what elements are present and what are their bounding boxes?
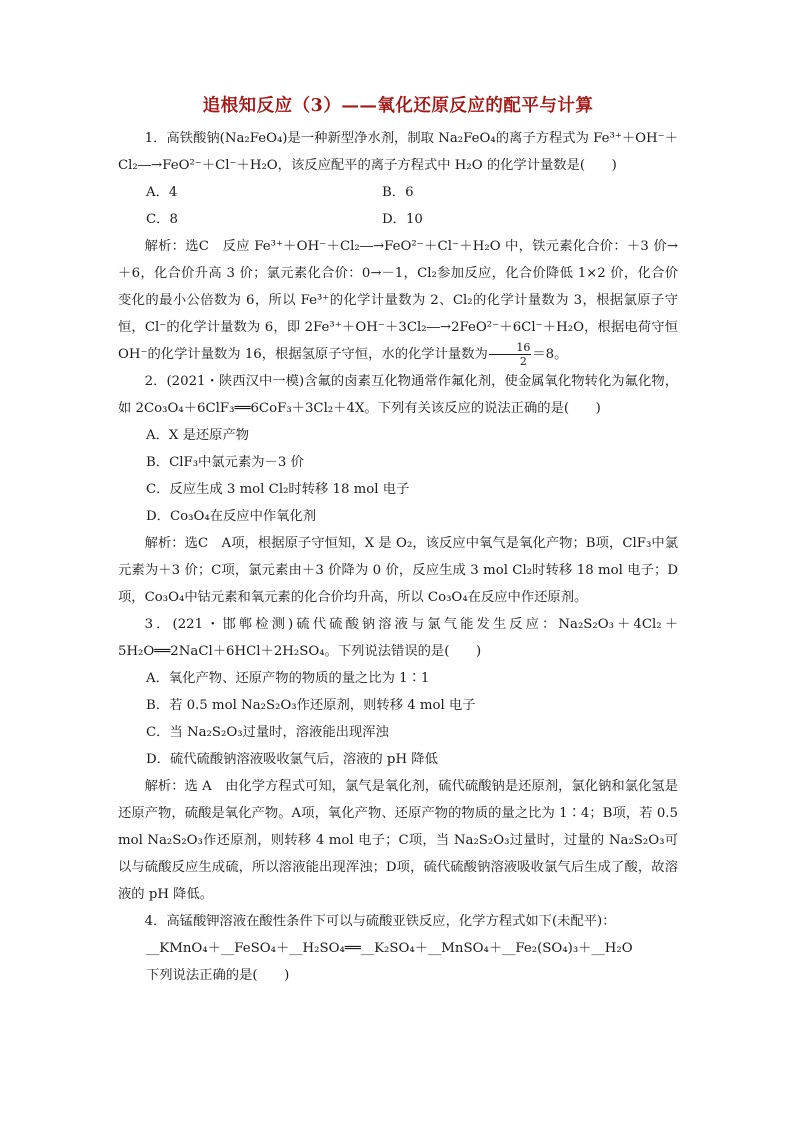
question-3-option-a: A．氧化产物、还原产物的物质的量之比为 1∶1 bbox=[146, 671, 430, 686]
document-page bbox=[118, 92, 678, 989]
question-4-prompt: 下列说法正确的是( ) bbox=[146, 968, 290, 983]
question-2-option-c: C．反应生成 3 mol Cl₂时转移 18 mol 电子 bbox=[146, 482, 410, 497]
question-1-option-c: C．8 bbox=[146, 212, 178, 227]
question-1-option-a: A．4 bbox=[146, 185, 178, 200]
question-4-equation: __KMnO₄＋__FeSO₄＋__H₂SO₄══__K₂SO₄＋__MnSO₄＋__Fe₂(SO₄)₃＋__H₂O bbox=[146, 941, 633, 956]
question-1-analysis bbox=[118, 233, 678, 368]
page-title: 追根知反应（3）——氧化还原反应的配平与计算 bbox=[202, 96, 594, 116]
question-1-options-row-2 bbox=[118, 206, 678, 233]
question-2-option-d: D．Co₃O₄在反应中作氧化剂 bbox=[146, 509, 317, 524]
question-2-option-a: A．X 是还原产物 bbox=[146, 428, 250, 443]
fraction-denominator: 2 bbox=[519, 355, 527, 368]
question-4-stem: 4．高锰酸钾溶液在酸性条件下可以与硫酸亚铁反应，化学方程式如下(未配平)： bbox=[144, 914, 616, 929]
question-3-option-b: B．若 0.5 mol Na₂S₂O₃作还原剂，则转移 4 mol 电子 bbox=[146, 698, 476, 713]
question-2-option-b: B．ClF₃中氯元素为－3 价 bbox=[146, 455, 304, 470]
question-1-options-row-1 bbox=[118, 179, 678, 206]
question-1-option-b: B．6 bbox=[382, 185, 414, 200]
question-3-option-d: D．硫代硫酸钠溶液吸收氯气后，溶液的 pH 降低 bbox=[146, 752, 438, 767]
question-1-stem: 1．高铁酸钠(Na₂FeO₄)是一种新型净水剂，制取 Na₂FeO₄的离子方程式为 Fe³⁺＋OH⁻＋Cl₂―→FeO²⁻＋Cl⁻＋H₂O，该反应配平的离子方程式中 H₂O 的化学计量数是( ) bbox=[118, 131, 678, 173]
question-3-stem: 3．(221・邯郸检测)硫代硫酸钠溶液与氯气能发生反应：Na₂S₂O₃＋4Cl₂＋5H₂O══2NaCl＋6HCl＋2H₂SO₄。下列说法错误的是( ) bbox=[118, 617, 678, 659]
question-2-analysis: 解析：选C A项，根据原子守恒知，X 是 O₂，该反应中氧气是氧化产物；B项，ClF₃中氯元素为＋3 价；C项，氯元素由＋3 价降为 0 价，反应生成 3 mol Cl₂时转移 18 mol 电子；D项，Co₃O₄中钴元素和氧元素的化合价均升高，所以 Co₃O₄在反应中作还原剂。 bbox=[118, 536, 678, 605]
question-3-option-c: C．当 Na₂S₂O₃过量时，溶液能出现浑浊 bbox=[146, 725, 389, 740]
question-1-analysis-text: 解析：选C 反应 Fe³⁺＋OH⁻＋Cl₂―→FeO²⁻＋Cl⁻＋H₂O 中，铁元素化合价：＋3 价→＋6，化合价升高 3 价；氯元素化合价：0→－1，Cl₂参加反应，化合价降低 1×2 价，化合价变化的最小公倍数为 6，所以 Fe³⁺的化学计量数为 2、Cl₂的化学计量数为 3，根据氯原子守恒，Cl⁻的化学计量数为 6，即 2Fe³⁺＋OH⁻＋3Cl₂―→2FeO²⁻＋6Cl⁻＋H₂O，根据电荷守恒OH⁻的化学计量数为 16，根据氢原子守恒，水的化学计量数为 bbox=[118, 239, 678, 362]
fraction-numerator: 16 bbox=[489, 341, 532, 355]
question-2-stem: 2．(2021・陕西汉中一模)含氟的卤素互化物通常作氟化剂，使金属氧化物转化为氟化物，如 2Co₃O₄＋6ClF₃══6CoF₃＋3Cl₂＋4X。下列有关该反应的说法正确的是( ) bbox=[118, 374, 678, 416]
question-3-analysis: 解析：选 A 由化学方程式可知，氯气是氧化剂，硫代硫酸钠是还原剂，氯化钠和氯化氢是还原产物，硫酸是氧化产物。A项，氧化产物、还原产物的物质的量之比为 1∶4；B项，若 0.5 mol Na₂S₂O₃作还原剂，则转移 4 mol 电子；C项，当 Na₂S₂O₃过量时，过量的 Na₂S₂O₃可以与硫酸反应生成硫，所以溶液能出现浑浊；D项，硫代硫酸钠溶液吸收氯气后生成了酸，故溶液的 pH 降低。 bbox=[118, 779, 678, 902]
fraction bbox=[489, 341, 532, 368]
question-1-option-d: D．10 bbox=[382, 212, 423, 227]
question-1-analysis-end: ＝8。 bbox=[532, 347, 568, 362]
